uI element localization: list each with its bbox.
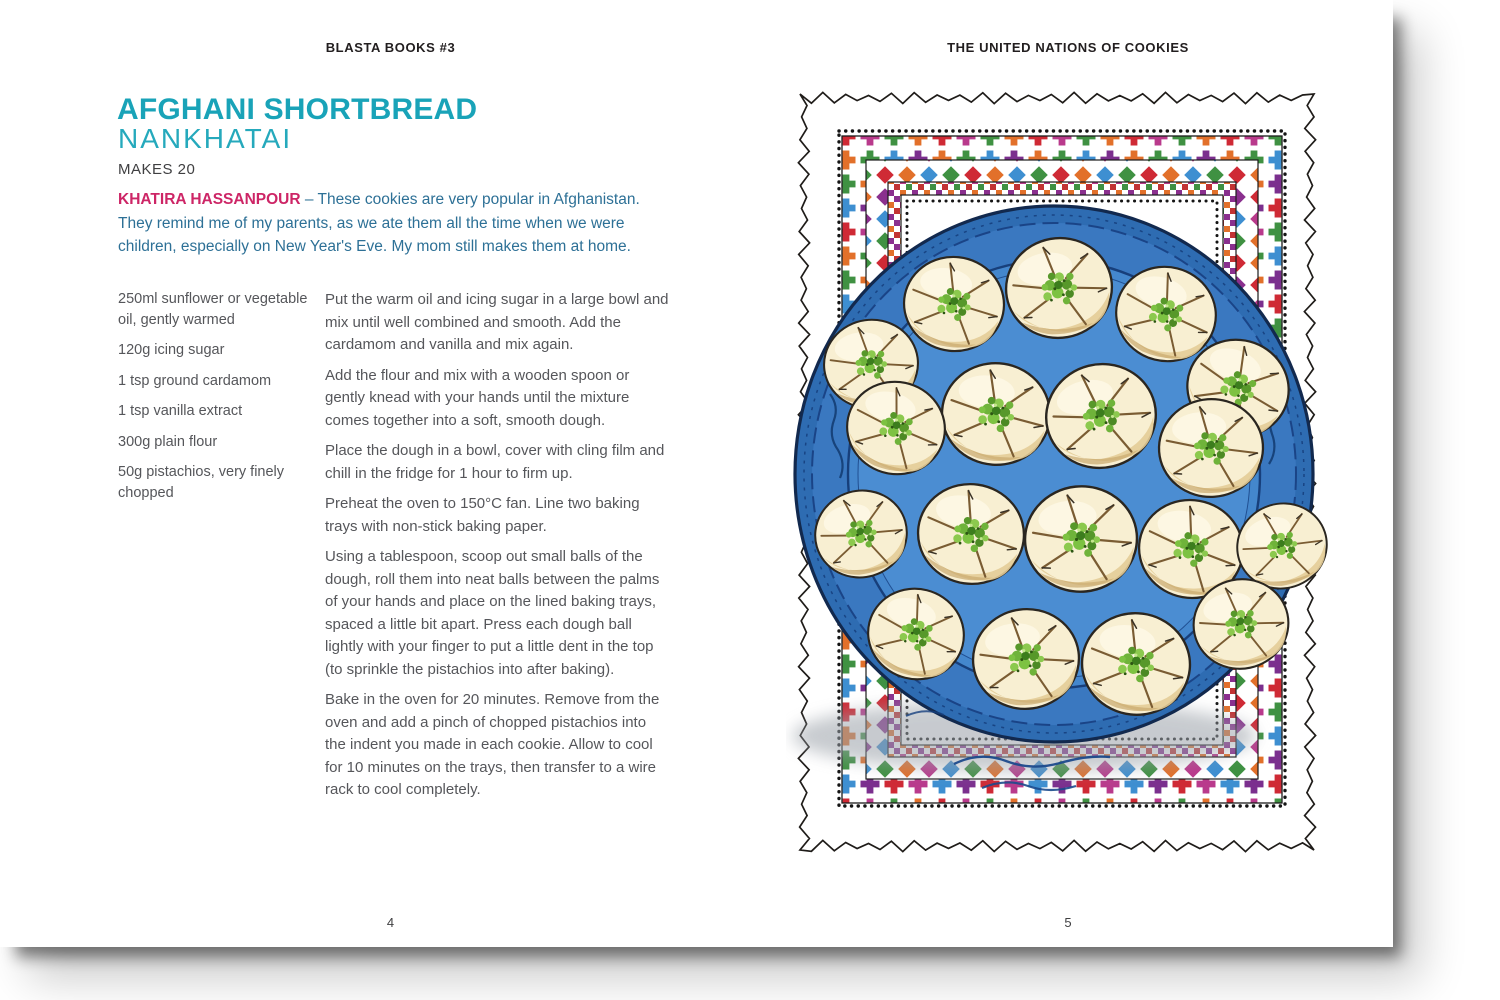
ingredient-item: 250ml sunflower or vegetable oil, gently warmed <box>118 291 308 328</box>
ingredient-item: 1 tsp vanilla extract <box>118 403 243 419</box>
recipe-subtitle: NANKHATAI <box>118 123 293 154</box>
method-step: Add the flour and mix with a wooden spoon or gently knead with your hands until the mixture comes together into a soft, smooth dough. <box>325 366 630 429</box>
recipe-intro <box>118 188 666 259</box>
intro-dash: – <box>300 191 318 208</box>
ingredient-item: 300g plain flour <box>118 433 218 450</box>
method-step: Put the warm oil and icing sugar in a large bowl and mix until well combined and smooth. Add the cardamom and vanilla and mix again. <box>325 291 669 353</box>
intro-text: These cookies are very popular in Afghanistan. They remind me of my parents, as we ate them all the time when we were children, especially on New Year's Eve. My mom still makes them at home. <box>118 191 640 255</box>
page-number-left: 4 <box>386 915 395 930</box>
recipe-title: AFGHANI SHORTBREAD <box>117 93 478 126</box>
page-number-right: 5 <box>1064 915 1072 930</box>
ingredient-item: 120g icing sugar <box>118 342 225 358</box>
method-step: Using a tablespoon, scoop out small balls of the dough, roll them into neat balls between the palms of your hands and place on the lined baking trays, spaced a little bit apart. Press each dough ball lightly with your finger to put a little dent in the top (to sprinkle the pistachios into after baking). <box>325 548 660 678</box>
method-step: Place the dough in a bowl, cover with cling film and chill in the fridge for 1 hour to firm up. <box>325 442 665 482</box>
method-step: Preheat the oven to 150°C fan. Line two baking trays with non-stick baking paper. <box>325 495 640 535</box>
ingredient-item: 50g pistachios, very finely chopped <box>118 464 285 501</box>
method-step: Bake in the oven for 20 minutes. Remove from the oven and add a pinch of chopped pistachios into the indent you made in each cookie. Allow to cool for 10 minutes on the trays, then transfer to a wire rack to cool completely. <box>325 691 660 798</box>
ingredient-item: 1 tsp ground cardamom <box>118 372 272 389</box>
method-steps <box>325 289 671 810</box>
ingredients-list <box>118 289 310 513</box>
cookie-plate-illustration <box>786 76 1352 874</box>
running-head-right: THE UNITED NATIONS OF COOKIES <box>947 40 1189 55</box>
running-head-left: BLASTA BOOKS #3 <box>325 40 456 55</box>
recipe-yield: MAKES 20 <box>118 161 196 178</box>
contributor-name: KHATIRA HASSANPOUR <box>118 191 301 208</box>
